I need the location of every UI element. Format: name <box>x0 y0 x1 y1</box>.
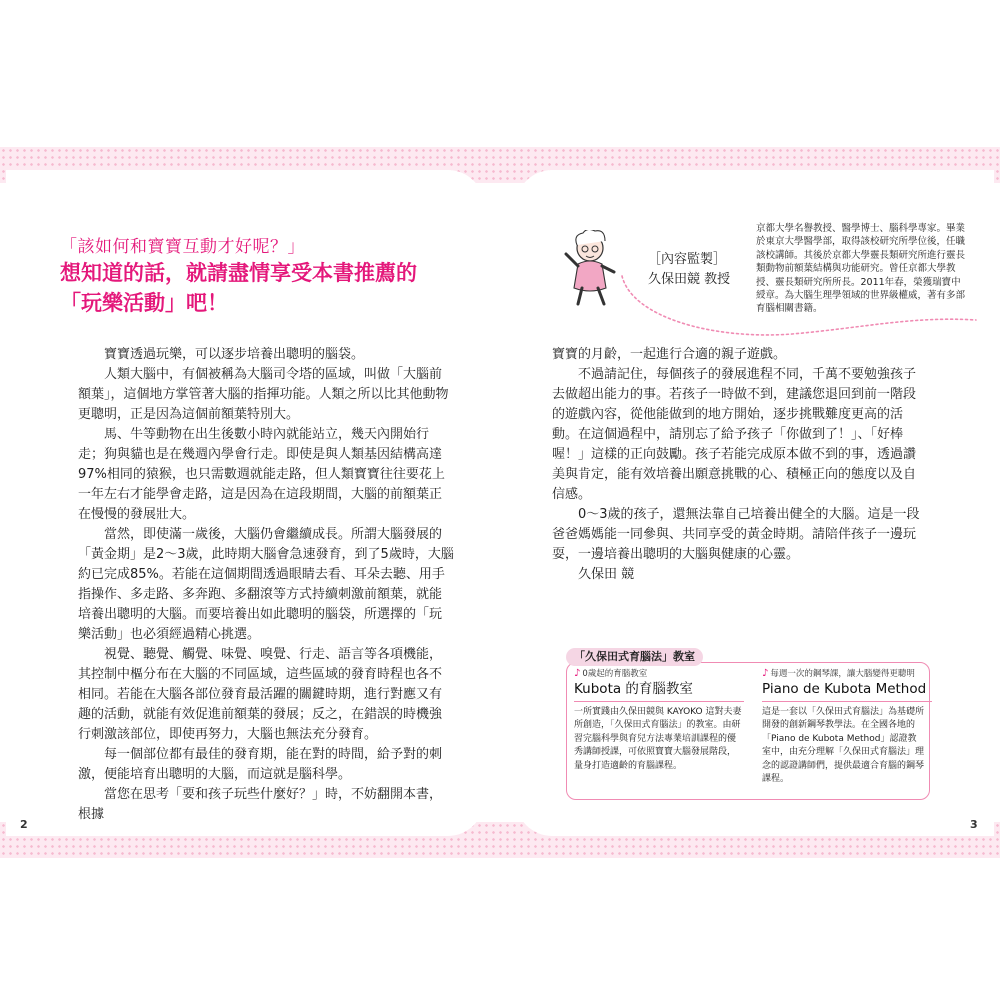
supervisor-label: ［內容監製］ <box>648 252 727 267</box>
signature-text: 久保田 競 <box>578 567 635 582</box>
left-body-text <box>78 345 454 825</box>
supervisor-name: 久保田競 教授 <box>648 272 731 287</box>
paragraph: 馬、牛等動物在出生後數小時內就能站立，幾天內開始行走；狗與貓也是在幾週內學會行走。即使是與人類基因結構高達97%相同的猿猴，也只需數週就能走路，但人類寶寶往往要花上一年左右才能學會走路，這是因為在這段期間，大腦的前額葉正在慢慢的發展壯大。 <box>78 427 445 522</box>
supervisor-block <box>562 222 982 344</box>
subtitle-text: 每週一次的鋼琴課，讓大腦變得更聰明 <box>770 669 915 679</box>
music-note-icon: ♪ <box>762 668 769 679</box>
divider <box>574 701 744 702</box>
divider <box>762 701 932 702</box>
headline-line-1: 想知道的話，就請盡情享受本書推薦的 <box>60 261 417 285</box>
paragraph: 人類大腦中，有個被稱為大腦司令塔的區域，叫做「大腦前額葉」，這個地方掌管著大腦的指揮功能。人類之所以比其他動物更聰明，正是因為這個前額葉特別大。 <box>78 367 449 422</box>
classroom-body: 一所實踐由久保田競與 KAYOKO 這對夫妻所創造，「久保田式育腦法」的教室。由研習完腦科學與育兒方法專業培訓課程的優秀講師授課，可依照寶寶大腦發展階段，量身打造適齡的育腦課程。 <box>574 707 742 771</box>
classroom-tag: 「久保田式育腦法」教室 <box>566 648 703 666</box>
paragraph: 每一個部位都有最佳的發育期，能在對的時間，給予對的刺激，便能培育出聰明的大腦，而這就是腦科學。 <box>78 747 443 782</box>
classroom-subtitle <box>762 668 932 680</box>
headline <box>60 258 417 318</box>
classroom-col-piano <box>762 668 932 786</box>
classroom-body: 這是一套以「久保田式育腦法」為基礎所開發的創新鋼琴教學法。在全國各地的「Piano de Kubota Method」認證教室中，由充分理解「久保田式育腦法」理念的認證講師們，提供最適合育腦的鋼琴課程。 <box>762 707 925 785</box>
headline-line-2: 「玩樂活動」吧！ <box>60 291 228 315</box>
subtitle-text: 0歲起的育腦教室 <box>582 669 648 679</box>
classroom-title: Kubota 的育腦教室 <box>574 681 693 697</box>
supervisor-bio: 京都大學名譽教授、醫學博士、腦科學專家。畢業於東京大學醫學部，取得該校研究所學位後，任職該校講師。其後於京都大學靈長類研究所進行靈長類動物前額葉結構與功能研究。曾任京都大學教授、靈長類研究所所長。2011年春，榮獲瑞寶中綬章。為大腦生理學領域的世界級權威，著有多部育腦相關書籍。 <box>756 223 966 315</box>
music-note-icon: ♪ <box>574 668 581 679</box>
page-number-right: 3 <box>970 818 978 831</box>
right-body-text <box>552 345 924 585</box>
paragraph: 寶寶透過玩樂，可以逐步培養出聰明的腦袋。 <box>104 347 365 362</box>
paragraph: 當然，即使滿一歲後，大腦仍會繼續成長。所謂大腦發展的「黃金期」是2～3歲，此時期大腦會急速發育，到了5歲時，大腦約已完成85%。若能在這個期間透過眼睛去看、耳朵去聽、用手指操作、多走路、多奔跑、多翻滾等方式持續刺激前額葉，就能培養出聰明的大腦。而要培養出如此聰明的腦袋，所選擇的「玩樂活動」也必須經過精心挑選。 <box>78 527 454 642</box>
classroom-subtitle <box>574 668 744 680</box>
intro-question: 「該如何和寶寶互動才好呢？」 <box>60 237 305 257</box>
classroom-col-kubota <box>574 668 744 773</box>
page-number-left: 2 <box>20 818 28 831</box>
paragraph: 當您在思考「要和孩子玩些什麼好？」時，不妨翻開本書，根據 <box>78 787 443 822</box>
classroom-title: Piano de Kubota Method <box>762 681 927 697</box>
paragraph: 不過請記住，每個孩子的發展進程不同，千萬不要勉強孩子去做超出能力的事。若孩子一時做不到，建議您退回到前一階段的遊戲內容，從他能做到的地方開始，逐步挑戰難度更高的活動。在這個過程中，請別忘了給予孩子「你做到了！」、「好棒喔！」這樣的正向鼓勵。孩子若能完成原本做不到的事，透過讚美與肯定，能有效培養出願意挑戰的心、積極正向的態度以及自信感。 <box>552 367 917 502</box>
paragraph: 視覺、聽覺、觸覺、味覺、嗅覺、行走、語言等各項機能，其控制中樞分布在大腦的不同區域，這些區域的發育時程也各不相同。若能在大腦各部位發育最活躍的關鍵時期，進行對應又有趣的活動，就能有效促進前額葉的發展；反之，在錯誤的時機強行刺激該部位，即使再努力，大腦也無法充分發育。 <box>78 647 443 742</box>
classroom-box <box>566 648 934 800</box>
professor-illustration <box>562 230 620 308</box>
paragraph: 寶寶的月齡，一起進行合適的親子遊戲。 <box>552 347 787 362</box>
paragraph: 0～3歲的孩子，還無法靠自己培養出健全的大腦。這是一段爸爸媽媽能一同參與、共同享受的黃金時期。請陪伴孩子一邊玩耍，一邊培養出聰明的大腦與健康的心靈。 <box>552 507 920 562</box>
